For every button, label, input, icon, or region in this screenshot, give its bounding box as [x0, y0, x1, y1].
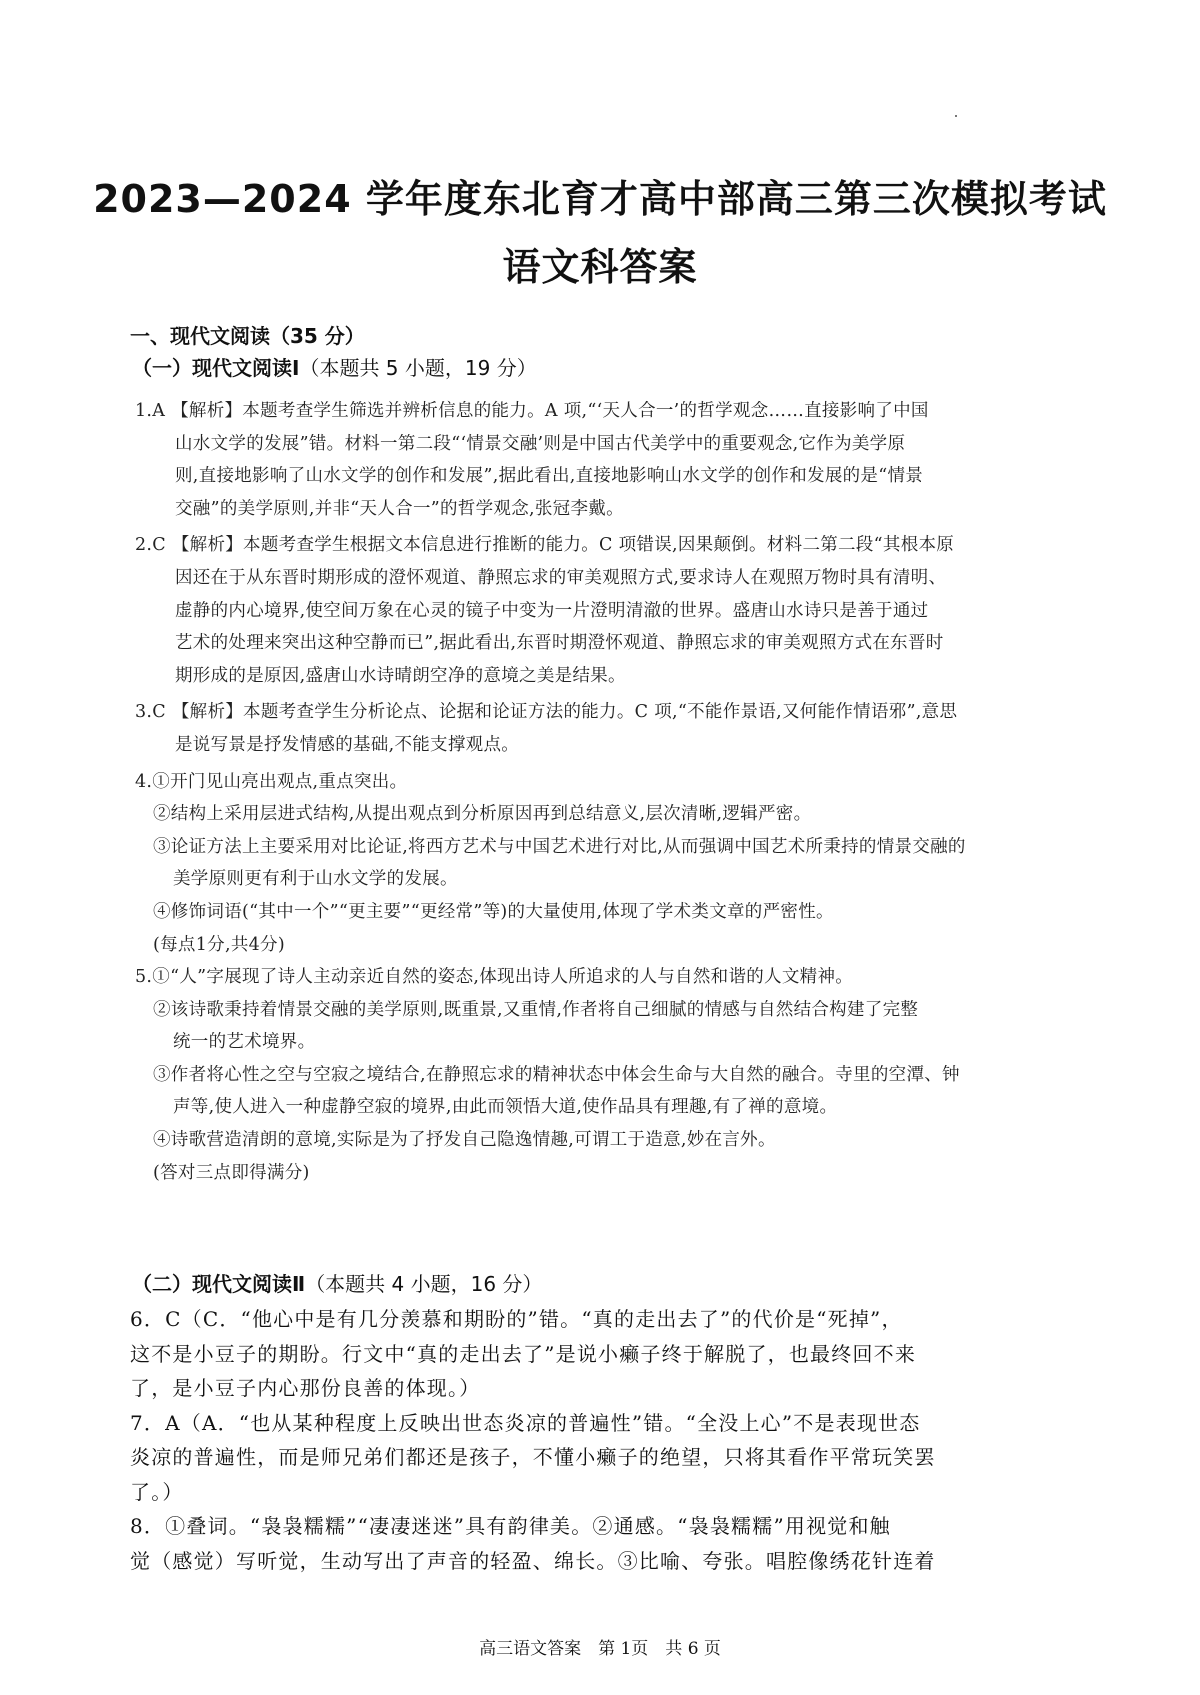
answer-line: 觉（感觉）写听觉，生动写出了声音的轻盈、绵长。③比喻、夸张。唱腔像绣花针连着	[130, 1548, 936, 1573]
answer-line: 了，是小豆子内心那份良善的体现。）	[130, 1376, 481, 1400]
subsection-heading-2	[132, 1268, 542, 1297]
answer-line: ②该诗歌秉持着情景交融的美学原则,既重景,又重情,作者将自己细腻的情感与自然结合构建了完整	[153, 999, 919, 1020]
answer-line: 4.①开门见山亮出观点,重点突出。	[135, 771, 408, 792]
document-subtitle: 语文科答案	[502, 245, 698, 289]
scan-speck	[955, 115, 957, 117]
answer-line: 艺术的处理来突出这种空静而已”,据此看出,东晋时期澄怀观道、静照忘求的审美观照方式在东晋时	[175, 633, 944, 654]
answer-line: 交融”的美学原则,并非“天人合一”的哲学观念,张冠李戴。	[175, 498, 624, 519]
answer-line: 7．A（A．“也从某种程度上反映出世态炎凉的普遍性”错。“全没上心”不是表现世态	[130, 1410, 921, 1435]
answer-line: ③作者将心性之空与空寂之境结合,在静照忘求的精神状态中体会生命与大自然的融合。寺里的空潭、钟	[153, 1064, 960, 1085]
answer-line: 炎凉的普遍性，而是师兄弟们都还是孩子，不懂小癞子的绝望，只将其看作平常玩笑罢	[130, 1445, 936, 1469]
answer-line: 因还在于从东晋时期形成的澄怀观道、静照忘求的审美观照方式,要求诗人在观照万物时具有清明、	[175, 567, 947, 588]
answer-line: 期形成的是原因,盛唐山水诗晴朗空净的意境之美是结果。	[175, 665, 626, 686]
subsection-note: （本题共 4 小题，16 分）	[305, 1272, 543, 1296]
document-title: 2023—2024 学年度东北育才高中部高三第三次模拟考试	[93, 177, 1107, 221]
answer-line: 6．C（C．“他心中是有几分羡慕和期盼的”错。“真的走出去了”的代价是“死掉”，	[130, 1307, 903, 1331]
answer-line: ③论证方法上主要采用对比论证,将西方艺术与中国艺术进行对比,从而强调中国艺术所秉持的情景交融的	[153, 836, 966, 857]
answer-line: 声等,使人进入一种虚静空寂的境界,由此而领悟大道,使作品具有理趣,有了禅的意境。	[173, 1097, 838, 1118]
answer-line: 则,直接地影响了山水文学的创作和发展”,据此看出,直接地影响山水文学的创作和发展的是“情景	[175, 466, 924, 487]
answer-line: 3.C 【解析】本题考查学生分析论点、论据和论证方法的能力。C 项,“不能作景语,又何能作情语邪”,意思	[135, 702, 958, 723]
answer-line: 8．①叠词。“袅袅糯糯”“凄凄迷迷”具有韵律美。②通感。“袅袅糯糯”用视觉和触	[130, 1514, 891, 1538]
answer-line: 1.A 【解析】本题考查学生筛选并辨析信息的能力。A 项,“‘天人合一’的哲学观念……直接影响了中国	[135, 401, 929, 421]
subsection-label: （二）现代文阅读Ⅱ	[132, 1272, 306, 1296]
answer-line: 美学原则更有利于山水文学的发展。	[173, 869, 458, 890]
subsection-label: （一）现代文阅读Ⅰ	[132, 356, 300, 380]
answer-line: ②结构上采用层进式结构,从提出观点到分析原因再到总结意义,层次清晰,逻辑严密。	[153, 804, 812, 825]
answer-line: (每点1分,共4分)	[153, 934, 285, 955]
answer-body	[130, 1302, 1075, 1578]
section-heading-1: 一、现代文阅读（35 分）	[130, 324, 365, 348]
answer-line: 这不是小豆子的期盼。行文中“真的走出去了”是说小癞子终于解脱了，也最终回不来	[130, 1341, 917, 1366]
page-footer: 高三语文答案 第 1页 共 6 页	[479, 1639, 721, 1659]
answer-line: 2.C 【解析】本题考查学生根据文本信息进行推断的能力。C 项错误,因果颠倒。材料二第二段“其根本原	[135, 535, 955, 556]
answer-line: 山水文学的发展”错。材料一第二段“‘情景交融’则是中国古代美学中的重要观念,它作为美学原	[175, 433, 906, 454]
answer-line: 统一的艺术境界。	[173, 1032, 316, 1053]
answer-line: ④诗歌营造清朗的意境,实际是为了抒发自己隐逸情趣,可谓工于造意,妙在言外。	[153, 1130, 776, 1151]
scanned-answer-block	[135, 395, 1075, 1189]
answer-line: ④修饰词语(“其中一个”“更主要”“更经常”等)的大量使用,体现了学术类文章的严密性。	[153, 901, 834, 922]
subsection-note: （本题共 5 小题，19 分）	[299, 356, 537, 380]
answer-line: 是说写景是抒发情感的基础,不能支撑观点。	[175, 734, 520, 755]
answer-line: 5.①“人”字展现了诗人主动亲近自然的姿态,体现出诗人所追求的人与自然和谐的人文精神。	[135, 967, 854, 988]
answer-line: (答对三点即得满分)	[153, 1162, 310, 1183]
subsection-heading-1	[132, 352, 537, 381]
answer-line: 了。）	[130, 1479, 184, 1504]
answer-line: 虚静的内心境界,使空间万象在心灵的镜子中变为一片澄明清澈的世界。盛唐山水诗只是善于通过	[175, 600, 929, 621]
